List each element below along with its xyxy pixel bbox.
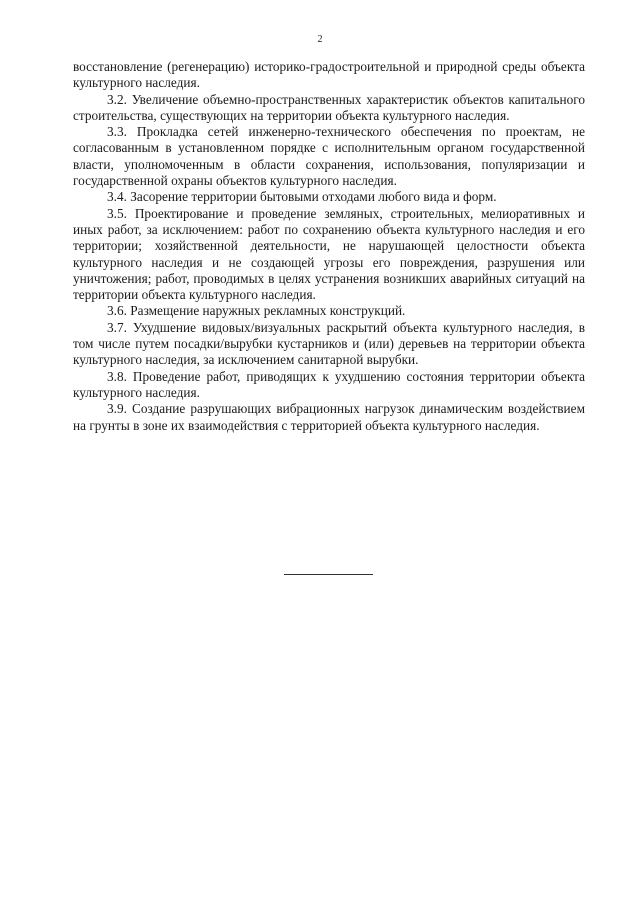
end-of-document-rule [284, 574, 373, 575]
paragraph-continuation: восстановление (регенерацию) историко-градостроительной и природной среды объекта культурного наследия. [73, 59, 585, 91]
paragraph-3-4: 3.4. Засорение территории бытовыми отходами любого вида и форм. [107, 189, 497, 205]
paragraph-3-8: 3.8. Проведение работ, приводящих к ухудшению состояния территории объекта культурного наследия. [73, 368, 585, 400]
page-number: 2 [317, 34, 323, 45]
paragraph-3-2: 3.2. Увеличение объемно-пространственных характеристик объектов капитального строительства, существующих на территории объекта культурного наследия. [73, 91, 585, 123]
paragraph-3-9: 3.9. Создание разрушающих вибрационных нагрузок динамическим воздействием на грунты в зоне их взаимодействия с территорией объекта культурного наследия. [73, 401, 585, 433]
paragraph-3-7: 3.7. Ухудшение видовых/визуальных раскрытий объекта культурного наследия, в том числе путем посадки/вырубки кустарников и (или) деревьев на территории объекта культурного наследия, за исключением санитарной вырубки. [73, 319, 585, 368]
paragraph-3-5: 3.5. Проектирование и проведение земляных, строительных, мелиоративных и иных работ, за исключением: работ по сохранению объекта культурного наследия и его территории; хозяйственной деятельности, не нарушающей целостности объекта культурного наследия и не создающей угрозы его повреждения, разрушения или уничтожения; работ, проводимых в целях устранения возникших аварийных ситуаций на территории объекта культурного наследия. [73, 205, 585, 303]
document-body [73, 59, 585, 434]
paragraph-3-6: 3.6. Размещение наружных рекламных конструкций. [107, 303, 406, 319]
paragraph-3-3: 3.3. Прокладка сетей инженерно-технического обеспечения по проектам, не согласованным в установленном порядке с исполнительным органом государственной власти, уполномоченным в области сохранения, использования, популяризации и государственной охраны объектов культурного наследия. [73, 124, 585, 189]
